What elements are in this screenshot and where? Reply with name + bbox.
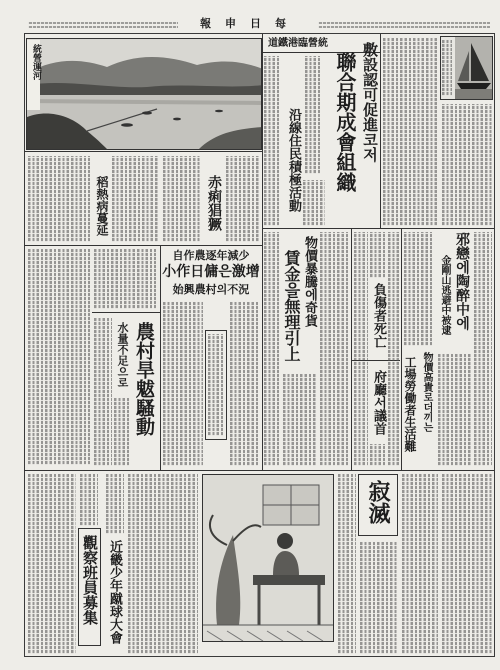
body-text-block [94, 249, 156, 309]
body-text-block [354, 232, 368, 466]
boat [173, 118, 181, 121]
body-text-block [264, 56, 280, 226]
elopement-headline-2: 金剛山逃避中被逮 [439, 255, 450, 335]
body-text-block [163, 156, 201, 242]
body-text-block [442, 104, 492, 226]
boat [142, 111, 152, 114]
body-text-block [370, 232, 385, 278]
body-text-block [442, 474, 492, 654]
column-rule [401, 228, 402, 470]
workers-headline-1: 物價高貴로더끼는 [421, 352, 432, 432]
workers-headline-2: 工場勞働者生活難 [403, 356, 417, 452]
harbor-photo-image [27, 39, 262, 150]
column-rule [380, 34, 381, 228]
header-date-left [28, 22, 178, 28]
railway-headline-1: 敷設認可促進코저 [361, 42, 379, 162]
section-rule [262, 228, 494, 229]
body-text-block [320, 232, 350, 466]
body-text-block [474, 232, 492, 466]
office-headline: 府廳서議首 [371, 370, 386, 435]
railway-headline-2: 聯合期成會組織 [333, 52, 357, 192]
header-date-right [318, 22, 490, 28]
body-text-block [383, 38, 438, 226]
body-text-block [404, 232, 434, 346]
body-text-block [360, 542, 398, 654]
body-text-block [94, 318, 112, 466]
drought-subhead: 水量不足으로 [116, 322, 129, 388]
ship-hull [457, 83, 491, 89]
body-text-block [28, 156, 90, 242]
railway-subhead: 沿線住民積極活動 [286, 108, 301, 212]
boat [215, 110, 223, 113]
ship-sea [455, 89, 493, 100]
body-text-block [163, 302, 203, 466]
tenancy-line-2: 小作日傭은激增 [162, 264, 260, 280]
dysentery-headline: 赤痢猖獗 [206, 175, 222, 231]
drought-headline: 農村旱魃騷動 [133, 322, 155, 436]
body-text-block [438, 354, 472, 466]
tenancy-line-3: 始興農村의不況 [172, 283, 250, 296]
railway-banner: 統營臨港鐵道 [268, 38, 328, 49]
ship-box-label [442, 40, 452, 96]
body-text-block [283, 374, 317, 466]
section-rule [24, 470, 494, 471]
body-text-block [80, 474, 98, 526]
column-rule [160, 245, 161, 470]
harbor-photo [26, 38, 262, 150]
masthead-title: 每日申報 [200, 17, 300, 30]
railway-subhead-text [305, 56, 321, 174]
body-text-block [106, 474, 124, 534]
body-text-block [114, 398, 130, 466]
body-text-block [388, 232, 400, 466]
body-text-block [128, 474, 198, 654]
section-rule [92, 312, 160, 313]
body-text-block [230, 302, 260, 466]
body-text-block [226, 156, 260, 242]
illustration-figure-head [277, 533, 293, 549]
column-rule [351, 228, 352, 470]
body-text-block [28, 474, 76, 654]
body-text-block [370, 444, 385, 466]
elopement-headline-1: 邪戀에陶醉中에 [454, 232, 470, 330]
section-rule [24, 151, 262, 152]
prices-headline-2: 賃金을無理引上 [282, 250, 301, 362]
blight-headline: 稻熱病蔓延 [95, 176, 109, 236]
room-illustration [203, 475, 334, 642]
casualty-headline: 負傷者死亡 [371, 283, 386, 348]
football-headline: 近畿少年蹴球大會 [107, 540, 122, 644]
recruit-headline: 觀察班員募集 [81, 535, 99, 625]
section-rule [24, 245, 262, 246]
body-text-block [303, 180, 325, 226]
body-text-block [28, 249, 90, 465]
body-text-block [402, 474, 438, 654]
prices-headline-1: 物價暴騰에奇貨 [302, 236, 317, 327]
body-text-block [338, 474, 356, 654]
photo-caption: 統營運河 [27, 40, 40, 110]
tenancy-line-1: 自作農逐年減少 [172, 249, 250, 262]
body-text-block [112, 156, 158, 242]
body-text-block [208, 334, 224, 436]
obituary-headline: 寂滅 [365, 480, 391, 524]
body-text-block [264, 232, 280, 466]
illustration-desk [253, 575, 325, 585]
boat [121, 123, 133, 127]
illustration-frame [202, 474, 334, 642]
section-rule [262, 34, 263, 470]
